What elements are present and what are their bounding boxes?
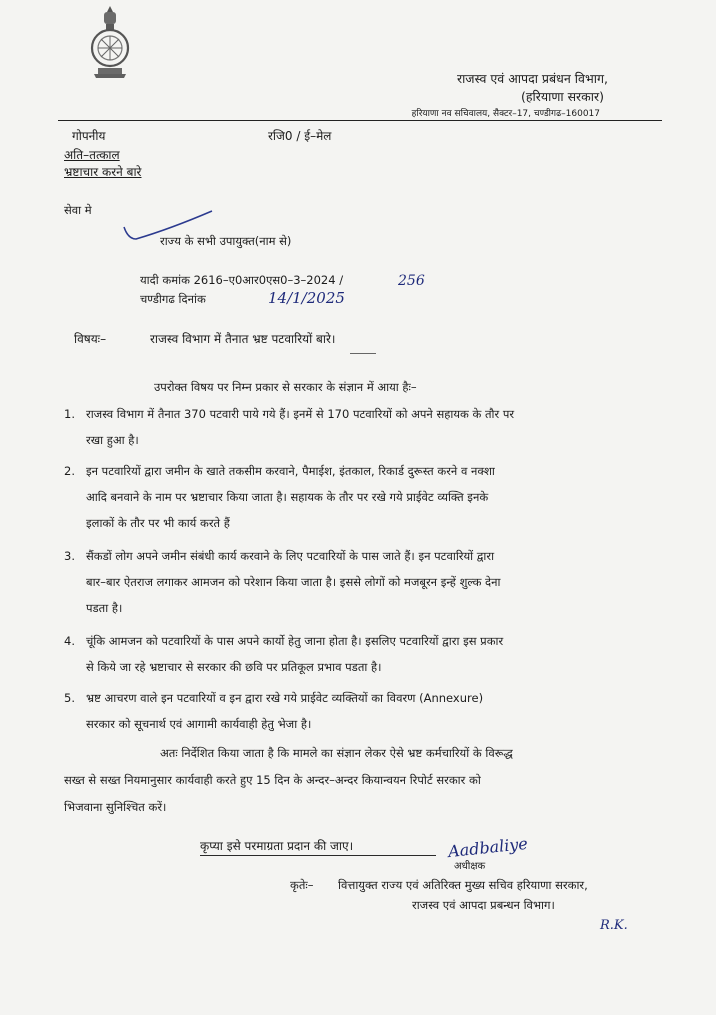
subject-label: विषयः–: [74, 332, 107, 346]
designation: अधीक्षक: [454, 861, 486, 872]
directive-line: भिजवाना सुनिश्चित करें।: [64, 800, 167, 814]
state-emblem-icon: [84, 4, 136, 80]
urgent-label: अति–तत्काल: [64, 148, 120, 162]
point-line: बार–बार ऐतराज लगाकर आमजन को परेशान किया जाता है। इससे लोगों को मजबूरन इन्हें शुल्क देना: [86, 575, 501, 589]
point-line: सैंकडों लोग अपने जमीन संबंधी कार्य करवाने के लिए पटवारियों के पास जाते हैं। इन पटवारियों द्वारा: [86, 549, 495, 563]
department-name: राजस्व एवं आपदा प्रबंधन विभाग,: [456, 71, 608, 86]
signature-handwritten: Aadbaliye: [447, 833, 529, 862]
point-line: इलाकों के तौर पर भी कार्य करते हैं: [86, 516, 230, 530]
point-number: 4.: [64, 634, 75, 648]
point-4: [86, 628, 503, 680]
point-5: [86, 685, 483, 737]
on-behalf-label: कृतेः–: [290, 878, 314, 892]
point-number: 2.: [64, 464, 75, 478]
date-handwritten: 14/1/2025: [268, 289, 345, 307]
point-line: आदि बनवाने के नाम पर भ्रष्टाचार किया जाता है। सहायक के तौर पर रखे गये प्राईवेट व्यक्ति इनके: [86, 490, 489, 504]
point-line: चूंकि आमजन को पटवारियों के पास अपने कार्यो हेतु जाना होता है। इसलिए पटवारियों द्वारा इस प्रकार: [86, 634, 504, 648]
dispatch-mode: रजि0 / ई–मेल: [268, 129, 332, 143]
on-behalf-line: राजस्व एवं आपदा प्रबन्धन विभाग।: [412, 898, 555, 912]
date-label: चण्डीगढ दिनांक: [140, 292, 206, 306]
point-number: 5.: [64, 691, 75, 705]
subject-text: राजस्व विभाग में तैनात भ्रष्ट पटवारियों बारे।: [150, 332, 336, 346]
government-name: (हरियाणा सरकार): [521, 89, 604, 104]
point-1: [86, 401, 514, 453]
on-behalf-line: वित्तायुक्त राज्य एवं अतिरिक्त मुख्य सचिव हरियाणा सरकार,: [338, 878, 588, 892]
subject-underline: [350, 353, 376, 354]
point-number: 3.: [64, 549, 75, 563]
confidential-label: गोपनीय: [72, 129, 106, 143]
point-line: से किये जा रहे भ्रष्टाचार से सरकार की छवि पर प्रतिकूल प्रभाव पडता है।: [86, 660, 382, 674]
intro-text: उपरोक्त विषय पर निम्न प्रकार से सरकार के संज्ञान में आया हैः–: [154, 380, 417, 394]
department-address: हरियाणा नव सचिवालय, सैक्टर–17, चण्डीगढ–160017: [411, 109, 600, 119]
recipient: राज्य के सभी उपायुक्त(नाम से): [160, 234, 292, 248]
point-2: [86, 458, 495, 536]
point-line: राजस्व विभाग में तैनात 370 पटवारी पाये गये हैं। इनमें से 170 पटवारियों को अपने सहायक के तौर पर: [86, 407, 515, 421]
point-3: [86, 543, 501, 621]
memo-number: यादी कमांक 2616–ए0आर0एस0–3–2024 /: [140, 273, 344, 287]
header-divider: [58, 120, 662, 121]
to-label: सेवा मे: [64, 203, 92, 217]
directive-line: सख्त से सख्त नियमानुसार कार्यवाही करते हुए 15 दिन के अन्दर–अन्दर कियान्वयन रिपोर्ट सरकार को: [64, 773, 481, 787]
point-line: भ्रष्ट आचरण वाले इन पटवारियों व इन द्वारा रखे गये प्राईवेट व्यक्तियों का विवरण (Annexure): [86, 691, 484, 705]
point-line: सरकार को सूचनार्थ एवं आगामी कार्यवाही हेतु भेजा है।: [86, 717, 312, 731]
subject-tag: भ्रष्टाचार करने बारे: [64, 165, 142, 179]
initials-handwritten: R.K.: [600, 918, 628, 933]
point-line: रखा हुआ है।: [86, 433, 139, 447]
closing-underline: [200, 855, 436, 856]
point-number: 1.: [64, 407, 75, 421]
point-line: इन पटवारियों द्वारा जमीन के खाते तकसीम करवाने, पैमाईश, इंतकाल, रिकार्ड दुरूस्त करने व नक्शा: [86, 464, 495, 478]
memo-number-handwritten: 256: [398, 273, 425, 289]
point-line: पडता है।: [86, 601, 123, 615]
closing-request: कृप्या इसे परमाग्रता प्रदान की जाए।: [200, 839, 354, 853]
directive-line: अतः निर्देशित किया जाता है कि मामले का संज्ञान लेकर ऐसे भ्रष्ट कर्मचारियों के विरूद्ध: [160, 746, 513, 760]
